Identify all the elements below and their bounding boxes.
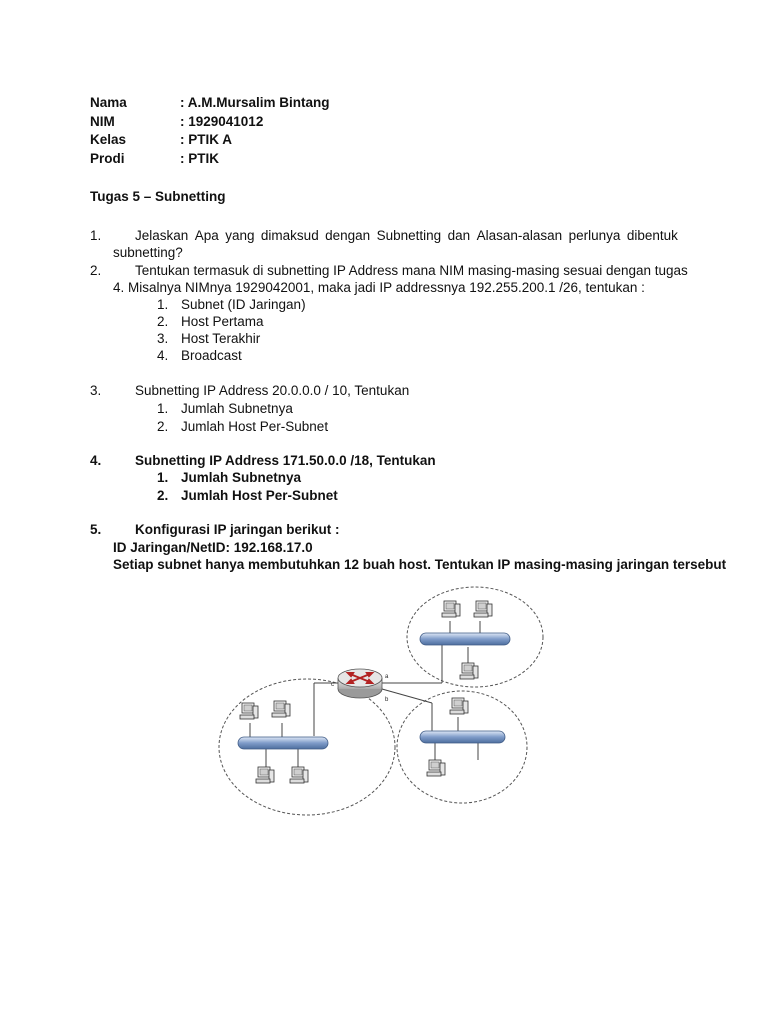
q3-item-text: Jumlah Subnetnya [181,401,293,416]
header-value-kelas: : PTIK A [180,132,232,147]
question-2-line2: 4. Misalnya NIMnya 1929042001, maka jadi IP addressnya 192.255.200.1 /26, tentukan : [113,280,645,295]
question-5-line2: ID Jaringan/NetID: 192.168.17.0 [113,540,313,555]
header-label-nama: Nama [90,95,127,110]
header-value-nama: : A.M.Mursalim Bintang [180,95,330,110]
workstation-icon [256,767,274,783]
router-port-label: a [385,674,389,680]
workstation-icon [442,601,460,617]
q1-word: dan [447,228,471,243]
header-label-prodi: Prodi [90,151,125,166]
question-3-line1: Subnetting IP Address 20.0.0.0 / 10, Tentukan [135,383,410,398]
q1-word: Jelaskan [135,228,189,243]
q1-word: dibentuk [626,228,678,243]
question-1-line1 [135,227,678,244]
question-3-number: 3. [90,383,102,398]
q2-item-number: 4. [157,348,169,363]
router-icon [338,669,382,698]
bus-top-right [420,633,510,645]
question-5-line3: Setiap subnet hanya membutuhkan 12 buah host. Tentukan IP masing-masing jaringan tersebut [113,557,727,572]
question-1-line2: subnetting? [113,245,183,260]
q2-item-text: Host Terakhir [181,331,261,346]
question-5-number: 5. [90,522,102,537]
workstation-icon [427,760,445,776]
q1-word: perlunya [568,228,621,243]
question-4-number: 4. [90,453,102,468]
workstation-icon [450,698,468,714]
q1-word: dimaksud [260,228,319,243]
q2-item-text: Host Pertama [181,314,264,329]
bus-left [238,737,328,749]
q3-item-text: Jumlah Host Per-Subnet [181,419,329,434]
header-value-nim: : 1929041012 [180,114,264,129]
q3-item-number: 1. [157,401,169,416]
q2-item-number: 2. [157,314,169,329]
q2-item-number: 3. [157,331,169,346]
header-value-prodi: : PTIK [180,151,219,166]
question-4-line1: Subnetting IP Address 171.50.0.0 /18, Tentukan [135,453,436,468]
header-label-kelas: Kelas [90,132,127,147]
link-router-bottom-right [382,689,432,703]
router-port-label: c [331,682,334,688]
q1-word: Apa [194,228,219,243]
workstation-icon [460,663,478,679]
q4-item-number: 2. [157,488,169,503]
question-2-number: 2. [90,263,102,278]
assignment-title: Tugas 5 – Subnetting [90,189,226,204]
question-2-line1: Tentukan termasuk di subnetting IP Address mana NIM masing-masing sesuai dengan tugas [135,263,688,278]
q4-item-text: Jumlah Subnetnya [181,470,302,485]
q1-word: Alasan-alasan [476,228,563,243]
q2-item-text: Subnet (ID Jaringan) [181,297,306,312]
workstation-icon [290,767,308,783]
q4-item-text: Jumlah Host Per-Subnet [181,488,338,503]
router-port-label: b [385,697,389,703]
q1-word: dengan [325,228,371,243]
question-1-number: 1. [90,228,102,243]
workstation-icon [272,701,290,717]
q2-item-number: 1. [157,297,169,312]
question-5-line1: Konfigurasi IP jaringan berikut : [135,522,340,537]
q2-item-text: Broadcast [181,348,242,363]
workstation-icon [240,703,258,719]
q4-item-number: 1. [157,470,169,485]
header-label-nim: NIM [90,114,115,129]
workstation-icon [474,601,492,617]
q3-item-number: 2. [157,419,169,434]
network-diagram [210,585,550,820]
bus-bottom-right [420,731,505,743]
q1-word: yang [225,228,255,243]
q1-word: Subnetting [376,228,442,243]
